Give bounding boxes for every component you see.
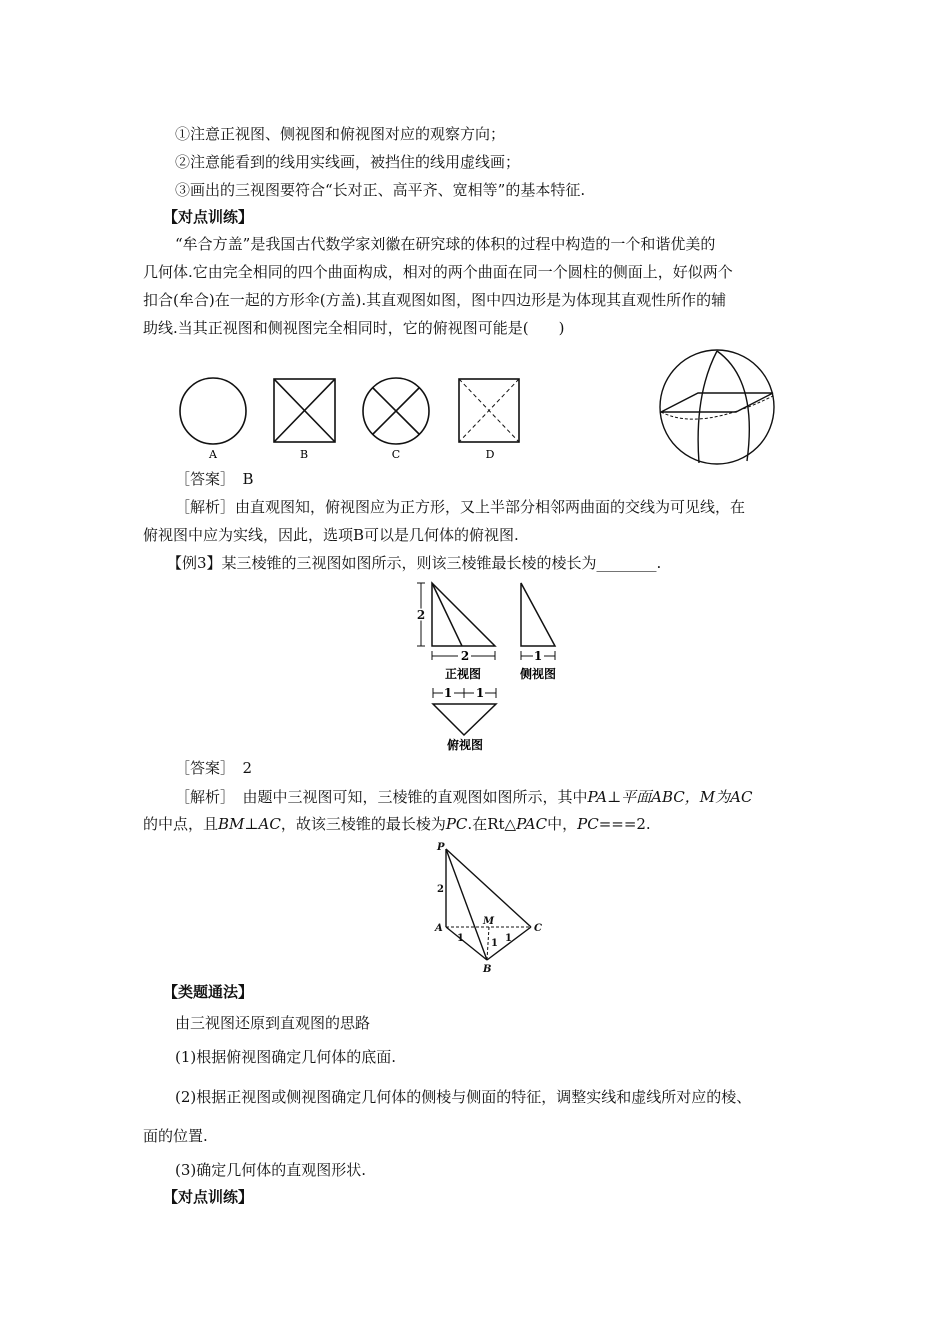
analysis-2-line-1: ［解析］ 由题中三视图可知，三棱锥的直观图如图所示，其中PA⊥平面ABC，M为AC: [175, 788, 753, 806]
side-width-label: 1: [533, 649, 543, 663]
answer-1: ［答案］ B: [175, 470, 254, 488]
bm-length: 1: [491, 938, 498, 949]
step-1: (1)根据俯视图确定几何体的底面.: [175, 1048, 397, 1066]
vertex-b: B: [483, 964, 492, 975]
top-view-label: 俯视图: [446, 738, 484, 752]
analysis-2-line-2: 的中点，且BM⊥AC，故该三棱锥的最长棱为PC.在Rt△PAC中，PC===2.: [143, 815, 651, 833]
point-m: M: [483, 916, 495, 927]
step-2: (2)根据正视图或侧视图确定几何体的侧棱与侧面的特征，调整实线和虚线所对应的棱、: [175, 1088, 752, 1106]
problem-line-1: “牟合方盖”是我国古代数学家刘徽在研究球的体积的过程中构造的一个和谐优美的: [175, 235, 716, 253]
am-length: 1: [457, 933, 464, 944]
vertex-a: A: [435, 923, 443, 934]
note-2: ②注意能看到的线用实线画，被挡住的线用虚线画；: [175, 153, 521, 171]
front-view-label: 正视图: [444, 667, 482, 681]
front-width-label: 2: [460, 649, 470, 663]
mc-length: 1: [505, 933, 512, 944]
top-left-label: 1: [443, 686, 453, 700]
step-2-cont: 面的位置.: [143, 1127, 208, 1145]
front-height-label: 2: [416, 608, 426, 622]
training-heading: 【对点训练】: [163, 208, 254, 226]
problem-line-2: 几何体.它由完全相同的四个曲面构成，相对的两个曲面在同一个圆柱的侧面上，好似两个: [143, 263, 733, 281]
option-c-label: C: [391, 448, 401, 461]
option-d-label: D: [485, 448, 495, 461]
vertex-p: P: [437, 842, 445, 853]
method-heading: 【类题通法】: [163, 983, 254, 1001]
note-1: ①注意正视图、侧视图和俯视图对应的观察方向；: [175, 125, 506, 143]
note-3: ③画出的三视图要符合“长对正、高平齐、宽相等”的基本特征.: [175, 181, 586, 199]
pa-length: 2: [437, 884, 444, 895]
training-heading-2: 【对点训练】: [163, 1188, 254, 1206]
top-right-label: 1: [475, 686, 485, 700]
side-view-label: 侧视图: [519, 667, 557, 681]
option-a-label: A: [209, 448, 217, 461]
vertex-c: C: [534, 923, 542, 934]
problem-line-4: 助线.当其正视图和侧视图完全相同时，它的俯视图可能是( ): [143, 319, 565, 337]
method-title: 由三视图还原到直观图的思路: [175, 1014, 371, 1032]
step-3: (3)确定几何体的直观图形状.: [175, 1161, 367, 1179]
analysis-1-line-1: ［解析］由直观图知，俯视图应为正方形，又上半部分相邻两曲面的交线为可见线，在: [175, 498, 746, 516]
problem-line-3: 扣合(牟合)在一起的方形伞(方盖).其直观图如图，图中四边形是为体现其直观性所作的辅: [143, 291, 727, 309]
answer-2: ［答案］ 2: [175, 759, 253, 777]
option-b-label: B: [299, 448, 309, 461]
example-3: 【例3】某三棱锥的三视图如图所示，则该三棱锥最长棱的棱长为________.: [167, 554, 662, 572]
analysis-1-line-2: 俯视图中应为实线，因此，选项B可以是几何体的俯视图.: [143, 526, 519, 544]
